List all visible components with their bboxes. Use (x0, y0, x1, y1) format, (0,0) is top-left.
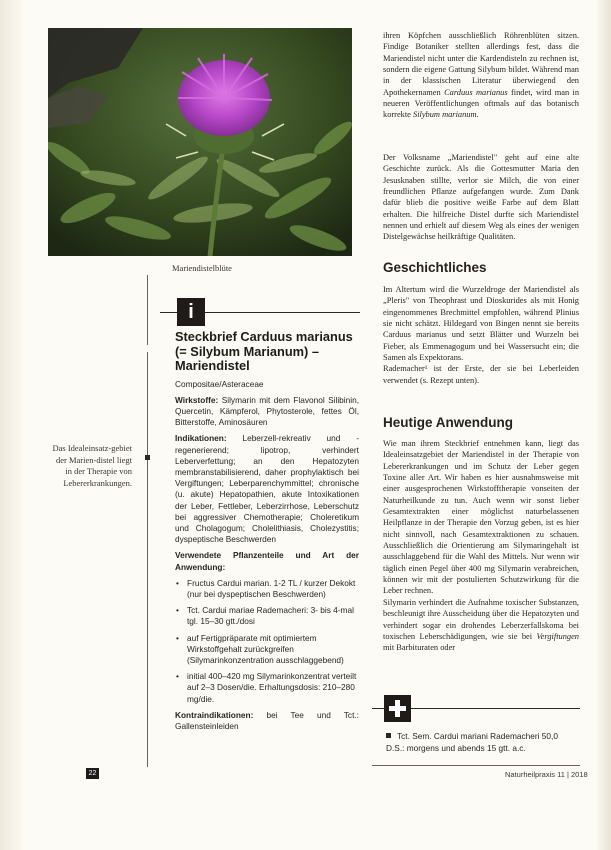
indications-label: Indikationen: (175, 433, 227, 444)
scan-edge (597, 0, 611, 850)
indications-text: Leberzell-rekreativ und -regenerierend; lipotrop, verhindert Leberverfettung; an den Hepatozyten membranstabilisierend, daher prophylaktisch bei Vergiftungen; Leberparenchymmittel; chronische (u. akute) Hepatopathien, akute Intoxikationen der Leber, Fettleber, Leberzirrhose, Leberschutz bei aggressiver Chemotherapie; Choleretikum und Cholagogum; Cholelithiasis, Cholezystitis; dyspeptische Beschwerden (175, 433, 359, 545)
paragraph: ihren Köpfchen ausschließlich Röhrenblüten sitzen. Findige Botaniker stellten allerdings fest, dass die Mariendistel nicht unter die Kardendisteln zu rechnen ist, sondern die eigene Gattung Silybum bildet. Während man in der klassischen Literatur überwiegend den Apothekernamen Carduus marianus findet, wird man in neueren Veröffentlichungen oftmals auf das botanisch korrekte Silybum marianum. (383, 31, 580, 120)
paragraph: Wie man ihrem Steckbrief entnehmen kann, liegt das Idealeinsatzgebiet der Mariendistel in der Therapie von Lebererkrankungen und im Schutz der Leber gegen Toxine aller Art. Wir haben es hier ausnahmsweise mit einer ausgesprochenen Wirkstofftherapie vonseiten der Naturheilkunde zu tun. Auch wenn wir sonst lieber Gesamtextrakten einer möglichst naturbelassenen Heilpflanze in der Therapie den Vorzug geben, ist es hier nicht sinnvoll, nach Gesamtextraktionen zu schauen. Ausschließlich die Orientierung am Silymaringehalt ist ausschlaggebend für die Wahl des Mittels. Nur wenn wir täglich einen Pegel über 400 mg Silymarin verabreichen, können wir mit der postulierten Schutzwirkung für die Leber rechnen. (383, 439, 579, 596)
section-heading-application: Heutige Anwendung (383, 415, 513, 430)
body-text-application (383, 438, 579, 654)
recipe-line: D.S.: morgens und abends 15 gtt. a.c. (386, 743, 526, 753)
plus-icon (384, 695, 411, 722)
square-bullet-icon (386, 733, 391, 738)
column-divider (147, 275, 148, 345)
section-heading-history: Geschichtliches (383, 260, 487, 275)
paragraph: Silymarin verhindert die Aufnahme toxischer Substanzen, beschleunigt ihre Ausscheidung über die Hepatozyten und verhindert sogar ein drohendes Leberzerfallskoma bei toxischen Leberschädigungen, wie sie bei Vergiftungen mit Barbituraten oder (383, 597, 579, 653)
body-text-intro (383, 30, 579, 121)
milk-thistle-photo (48, 28, 352, 256)
profile-box (175, 330, 359, 737)
active-ingredients (175, 395, 359, 429)
plus-icon-glyph (389, 700, 406, 717)
list-item: • Tct. Cardui mariae Rademacheri: 3- bis 4-mal tgl. 15–30 gtt./dosi (175, 605, 359, 627)
photo-caption: Mariendistelblüte (172, 263, 232, 273)
footer-divider (372, 765, 580, 766)
list-item: • Fructus Cardui marian. 1-2 TL / kurzer Dekokt (nur bei dyspeptischen Beschwerden) (175, 578, 359, 600)
contraindications (175, 710, 359, 732)
recipe-line: Tct. Sem. Cardui mariani Rademacheri 50,0 (386, 730, 582, 742)
active-ingredients-label: Wirkstoffe: (175, 394, 219, 405)
paragraph: Rademacher¹ ist der Erste, der sie bei Leberleiden verwendet (s. Rezept unten). (383, 364, 579, 385)
body-text-legend (383, 152, 579, 243)
margin-note: Das Idealeinsatz-gebiet der Marien-distel liegt in der Therapie von Lebererkrankungen. (52, 443, 132, 488)
page-number: 22 (86, 768, 99, 779)
footer-journal: Naturheilpraxis 11 | 2018 (505, 770, 588, 779)
plant-parts-heading: Verwendete Pflanzenteile und Art der Anwendung: (175, 550, 359, 572)
list-item: • initial 400–420 mg Silymarinkonzentrat verteilt auf 2–3 Dosen/die. Erhaltungsdosis: 210–280 mg/die. (175, 671, 359, 705)
list-item: • auf Fertigpräparate mit optimiertem Wirkstoffgehalt zurückgreifen (Silymarinkonzentration ausschlaggebend) (175, 633, 359, 667)
paragraph: Im Altertum wird die Wurzeldroge der Mariendistel als „Pleris" von Theophrast und Dioskurides als mit Honig eingenommenes Brechmittel empfohlen, während Plinius sie nicht schätzt. Hildegard von Bingen nennt sie bereits Carduus marianus und setzt Blätter und Wurzeln bei Fieber, als Emmenagogum und bei Wassersucht ein; die Samen als Expektorans. (383, 285, 579, 363)
plant-family: Compositae/Asteraceae (175, 378, 264, 389)
dosage-list (175, 578, 359, 705)
milk-thistle-illustration (48, 28, 352, 256)
scan-edge (0, 0, 22, 850)
contraindications-text: bei Tee und Tct.: Gallensteinleiden (175, 709, 359, 731)
column-divider (147, 352, 148, 767)
body-text-history (383, 284, 579, 386)
contraindications-label: Kontraindikationen: (175, 709, 254, 720)
paragraph: Der Volksname „Mariendistel" geht auf eine alte Geschichte zurück. Als die Gottesmutter Maria den Jesusknaben stillte, verlor sie Milch, die von einer freundlichen Pflanze aufgefangen wurde. Zum Dank dafür blieb die positive weiße Farbe auf dem Blatt erhalten. Die hilfreiche Distel durfte sich Mariendistel nennen und erhielt auf diesem Weg als eines der wenigen Distelgewächse heilkräftige Qualitäten. (383, 153, 579, 242)
margin-note-marker (145, 455, 150, 460)
active-ingredients-text: Silymarin mit dem Flavonol Silibinin, Quercetin, Kämpferol, Phytosterole, fettes Öl, Bitterstoffe, Aminosäuren (175, 394, 359, 428)
info-icon: i (177, 298, 205, 326)
profile-title: Steckbrief Carduus marianus (= Silybum Marianum) – Mariendistel (175, 329, 353, 373)
indications (175, 433, 359, 545)
recipe (386, 730, 582, 754)
